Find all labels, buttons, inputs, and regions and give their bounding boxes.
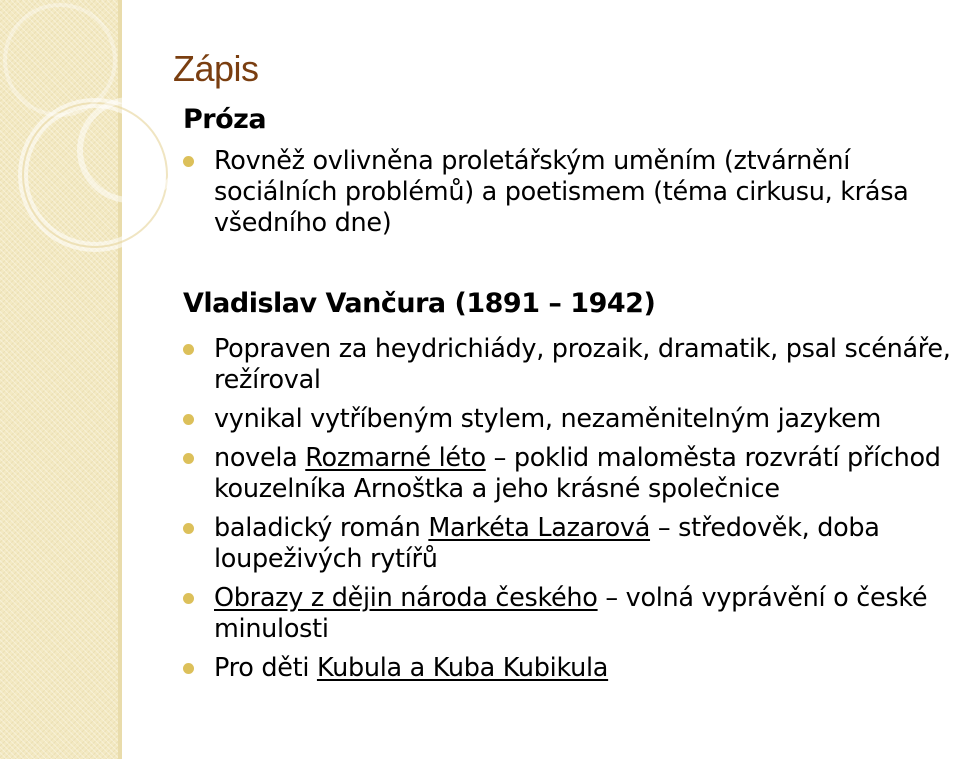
- bullet-icon: [183, 663, 194, 674]
- work-title-kubula: Kubula a Kuba Kubikula: [316, 653, 609, 683]
- list-item-prefix: baladický román: [214, 513, 429, 543]
- list-item-text: Rovněž ovlivněna proletářským uměním (ztvárnění sociálních problémů) a poetismem (téma cirkusu, krása všedního dne): [214, 146, 909, 238]
- section-heading-prose: Próza: [183, 104, 267, 135]
- section-heading-author: Vladislav Vančura (1891 – 1942): [183, 288, 656, 319]
- work-title-marketa-lazarova: Markéta Lazarová: [428, 513, 651, 543]
- slide-title: Zápis: [173, 48, 259, 89]
- bullet-icon: [183, 523, 194, 534]
- list-item-text: Popraven za heydrichiády, prozaik, dramatik, psal scénáře, režíroval: [214, 334, 951, 395]
- list-item: [183, 513, 953, 575]
- list-item-suffix: – poklid maloměsta rozvrátí příchod kouzelníka Arnoštka a jeho krásné společnice: [214, 443, 941, 504]
- work-title-obrazy-z-dejin: Obrazy z dějin národa českého: [214, 583, 598, 613]
- list-item: [183, 404, 953, 435]
- list-item: [183, 443, 953, 505]
- list-item: [183, 334, 953, 396]
- author-bullet-list: [183, 334, 953, 692]
- list-item-text: vynikal vytříbeným stylem, nezaměnitelným jazykem: [214, 404, 882, 434]
- bullet-icon: [183, 414, 194, 425]
- list-item: [183, 653, 953, 684]
- bullet-icon: [183, 156, 194, 167]
- list-item-suffix: – středověk, doba loupeživých rytířů: [214, 513, 880, 574]
- bullet-icon: [183, 344, 194, 355]
- prose-bullet-list: [183, 146, 953, 239]
- list-item-suffix: – volná vyprávění o české minulosti: [214, 583, 928, 644]
- work-title-rozmarne-leto: Rozmarné léto: [305, 443, 486, 473]
- list-item: [183, 146, 953, 239]
- list-item: [183, 583, 953, 645]
- bullet-icon: [183, 593, 194, 604]
- list-item-prefix: Pro děti: [214, 653, 317, 683]
- bullet-icon: [183, 453, 194, 464]
- list-item-prefix: novela: [214, 443, 306, 473]
